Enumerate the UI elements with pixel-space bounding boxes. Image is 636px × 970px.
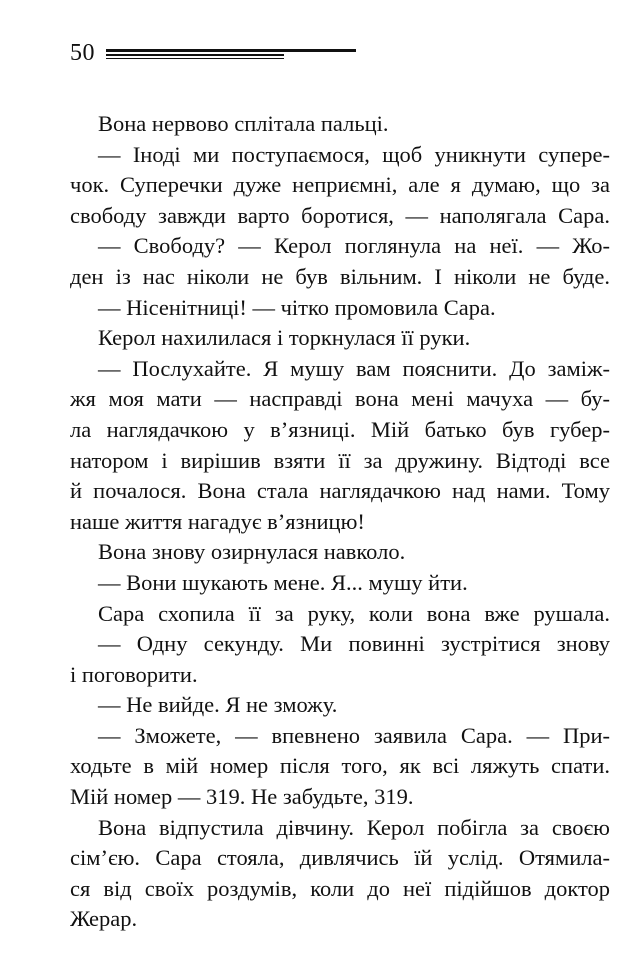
- text-line: й почалося. Вона стала наглядачкою над нами. Тому: [70, 478, 610, 504]
- page-body-text: [70, 109, 610, 935]
- text-line: Сара схопила її за руку, коли вона вже рушала.: [98, 600, 610, 626]
- text-line: ден із нас ніколи не був вільним. І ніколи не буде.: [70, 263, 610, 289]
- text-line: Вона нервово сплітала пальці.: [98, 111, 389, 136]
- text-line: Вона знову озирнулася навколо.: [98, 539, 406, 565]
- text-line: натором і вирішив взяти її за дружину. Відтоді все: [70, 447, 610, 473]
- text-line: свободу завжди варто боротися, — наполягала Сара.: [70, 202, 610, 228]
- header-rule: [106, 58, 284, 59]
- text-line: Жерар.: [70, 906, 138, 932]
- page-header: [70, 38, 370, 68]
- text-line: — Не вийде. Я не зможу.: [98, 692, 338, 718]
- text-line: ся від своїх роздумів, коли до неї підійшов доктор: [70, 875, 610, 901]
- text-line: ла наглядачкою у в’язниці. Мій батько був губер-: [70, 416, 610, 442]
- text-line: наше життя нагадує в’язницю!: [70, 508, 365, 534]
- text-line: — Зможете, — впевнено заявила Сара. — При-: [98, 722, 610, 748]
- text-line: — Свободу? — Керол поглянула на неї. — Жо-: [98, 233, 610, 259]
- text-line: сім’єю. Сара стояла, дивлячись їй услід. Отямила-: [70, 845, 610, 871]
- text-line: — Вони шукають мене. Я... мушу йти.: [98, 569, 468, 595]
- text-line: Мій номер — 319. Не забудьте, 319.: [70, 784, 414, 810]
- text-line: жя моя мати — насправді вона мені мачуха — бу-: [70, 386, 610, 412]
- text-line: і поговорити.: [70, 661, 198, 687]
- text-line: ходьте в мій номер після того, як всі ляжуть спати.: [70, 753, 610, 779]
- header-rule: [106, 49, 356, 52]
- header-rule: [106, 54, 284, 56]
- text-line: — Іноді ми поступаємося, щоб уникнути супере-: [98, 141, 610, 167]
- text-line: Керол нахилилася і торкнулася її руки.: [98, 325, 471, 351]
- text-line: — Одну секунду. Ми повинні зустрітися знову: [98, 631, 610, 657]
- text-line: Вона відпустила дівчину. Керол побігла за своєю: [98, 814, 610, 840]
- text-line: — Послухайте. Я мушу вам пояснити. До заміж-: [98, 355, 610, 381]
- text-line: чок. Суперечки дуже неприємні, але я думаю, що за: [70, 172, 610, 198]
- page-number: 50: [70, 40, 95, 66]
- text-line: — Нісенітниці! — чітко промовила Сара.: [98, 294, 496, 320]
